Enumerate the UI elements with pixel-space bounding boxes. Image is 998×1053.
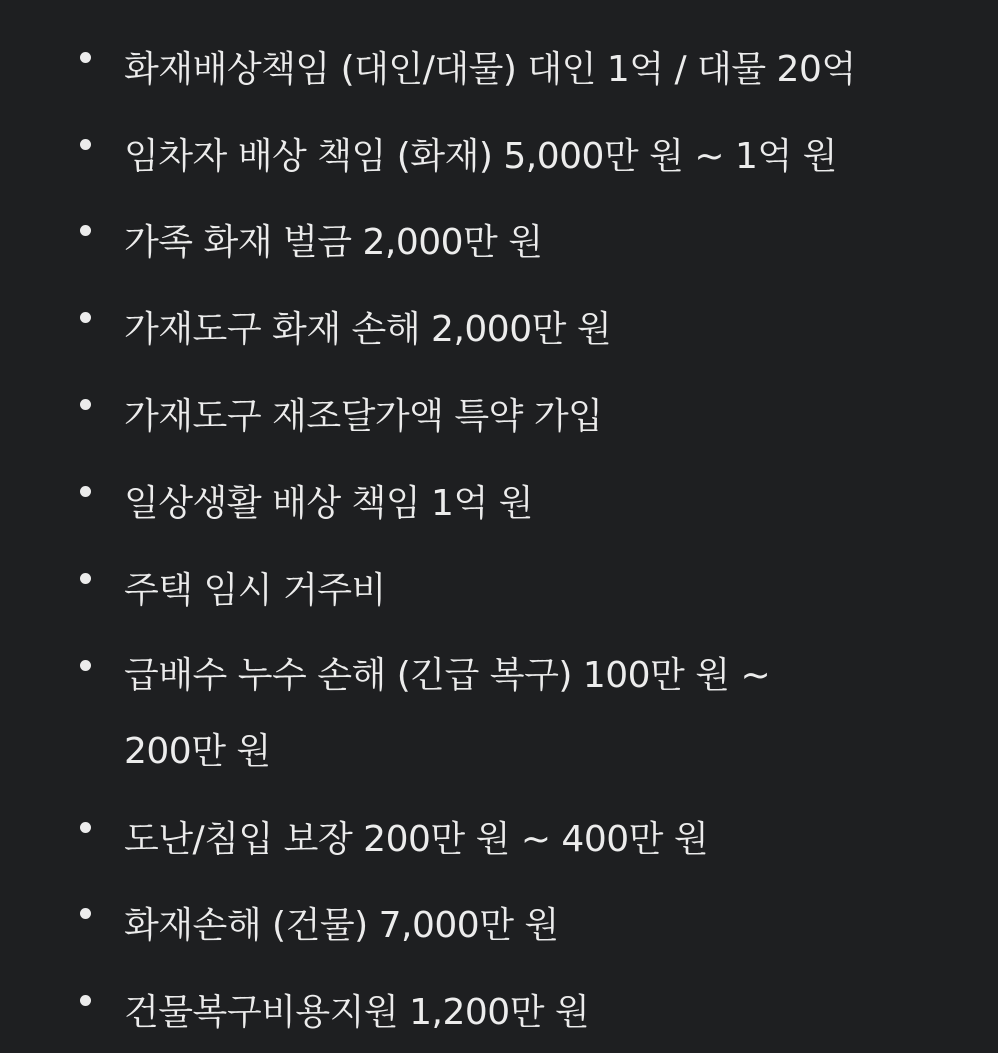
list-item-text: 일상생활 배상 책임 1억 원 [124, 483, 533, 524]
list-item-text: 가재도구 재조달가액 특약 가입 [124, 396, 603, 437]
list-item-text: 가재도구 화재 손해 2,000만 원 [124, 309, 612, 350]
bullet-icon [80, 822, 91, 833]
bullet-icon [80, 399, 91, 410]
bullet-icon [80, 660, 91, 671]
bullet-icon [80, 139, 91, 150]
bullet-icon [80, 908, 91, 919]
list-item-text: 임차자 배상 책임 (화재) 5,000만 원 ~ 1억 원 [124, 136, 837, 177]
bullet-icon [80, 52, 91, 63]
list-item-text: 급배수 누수 손해 (긴급 복구) 100만 원 ~ 200만 원 [124, 655, 771, 772]
list-item-text: 화재배상책임 (대인/대물) 대인 1억 / 대물 20억 [124, 49, 856, 90]
list-item-text: 화재손해 (건물) 7,000만 원 [124, 905, 559, 946]
bullet-icon [80, 225, 91, 236]
bullet-icon [80, 995, 91, 1006]
list-item-text: 주택 임시 거주비 [124, 570, 386, 611]
bullet-icon [80, 312, 91, 323]
bullet-icon [80, 486, 91, 497]
bullet-icon [80, 573, 91, 584]
list-item-text: 가족 화재 벌금 2,000만 원 [124, 222, 543, 263]
list-item-text: 건물복구비용지원 1,200만 원 [124, 992, 590, 1033]
list-item-text: 도난/침입 보장 200만 원 ~ 400만 원 [124, 819, 709, 860]
